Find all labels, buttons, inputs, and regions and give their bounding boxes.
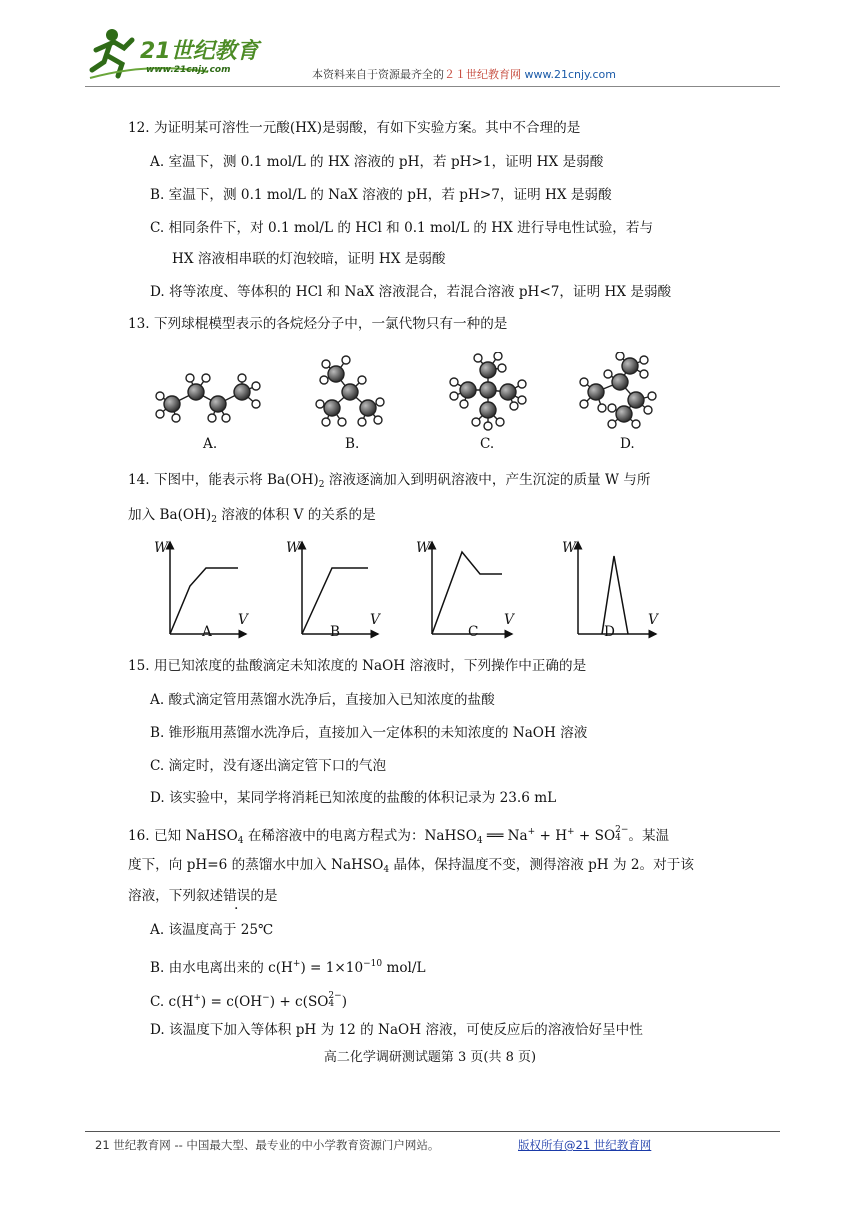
header-divider — [85, 86, 780, 87]
q16-b-a: B. 由水电离出来的 c(H — [150, 960, 293, 976]
q16-option-b — [150, 954, 425, 978]
q14-stem-line2 — [128, 505, 376, 530]
q15-option-c: C. 滴定时，没有逐出滴定管下口的气泡 — [150, 758, 387, 774]
q14-label-b: B — [330, 624, 340, 640]
graph-d — [578, 542, 656, 634]
header-note-prefix: 本资料来自于资源最齐全的 — [312, 68, 444, 81]
q16-option-d: D. 该温度下加入等体积 pH 为 12 的 NaOH 溶液，可使反应后的溶液恰好呈中性 — [150, 1022, 643, 1038]
q16-stem-line3 — [128, 886, 278, 906]
graph-d-axis-x: V — [648, 612, 658, 628]
q14-graph-figures — [150, 538, 670, 648]
q14-stem-1c: 溶液逐滴加入到明矾溶液中，产生沉淀的质量 W 与所 — [324, 472, 651, 488]
q16-b-e: mol/L — [382, 960, 426, 976]
q12-option-a: A. 室温下，测 0.1 mol/L 的 HX 溶液的 pH，若 pH>1，证明 HX 是弱酸 — [150, 154, 604, 170]
q16-s1d: 4 — [476, 836, 483, 846]
q16-option-c — [150, 988, 347, 1012]
q15-option-d: D. 该实验中，某同学将消耗已知浓度的盐酸的体积记录为 23.6 mL — [150, 790, 557, 806]
q16-c-e: ) + c(SO — [269, 994, 329, 1010]
q16-s1j: 2− — [615, 825, 629, 835]
graph-c-axis-y: W — [416, 540, 430, 556]
q14-stem-line1 — [128, 470, 650, 495]
q14-label-c: C — [468, 624, 479, 640]
q16-option-a: A. 该温度高于 25℃ — [150, 922, 274, 938]
header-note-site[interactable]: ２１世纪教育网 — [444, 68, 521, 81]
molecule-d — [580, 352, 656, 428]
q13-molecule-figures — [150, 352, 660, 432]
q15-stem: 15. 用已知浓度的盐酸滴定未知浓度的 NaOH 溶液时，下列操作中正确的是 — [128, 658, 587, 674]
graph-a-axis-x: V — [238, 612, 248, 628]
q14-stem-2a: 加入 Ba(OH) — [128, 507, 212, 523]
footer-copyright-link[interactable]: 版权所有@21 世纪教育网 — [518, 1138, 652, 1152]
molecule-b — [316, 356, 384, 426]
q16-s1h: + — [567, 827, 575, 837]
graph-b-axis-x: V — [370, 612, 380, 628]
q16-stem-line2 — [128, 855, 694, 880]
q14-stem-2b: 2 — [211, 515, 217, 525]
q16-c-f: 2− — [328, 991, 342, 1001]
footer-left-text: 21 世纪教育网 -- 中国最大型、最专业的中小学教育资源门户网站。 — [95, 1138, 440, 1152]
q16-b-b: + — [292, 959, 301, 969]
q16-emphasis-word: 错误 — [223, 888, 251, 904]
q16-b-c: ) = 1×10 — [300, 960, 364, 976]
q13-stem: 13. 下列球棍模型表示的各烷烃分子中，一氯代物只有一种的是 — [128, 316, 508, 332]
q16-s1b: 4 — [237, 836, 244, 846]
graph-a-axis-y: W — [154, 540, 168, 556]
q16-s2c: 晶体，保持温度不变，测得溶液 pH 为 2。对于该 — [389, 857, 694, 873]
q16-s1k: 4 — [615, 833, 621, 843]
page-number-title: 高二化学调研测试题第 3 页(共 8 页) — [323, 1050, 537, 1065]
q15-option-a: A. 酸式滴定管用蒸馏水洗净后，直接加入已知浓度的盐酸 — [150, 692, 495, 708]
q16-b-d: −10 — [363, 959, 383, 969]
q16-s1l: 。某温 — [628, 828, 670, 844]
q13-label-d: D. — [620, 436, 635, 452]
graph-c-axis-x: V — [504, 612, 514, 628]
q13-label-b: B. — [345, 436, 360, 452]
q13-label-c: C. — [480, 436, 495, 452]
q16-c-g: 4 — [328, 999, 335, 1009]
q13-label-a: A. — [203, 436, 218, 452]
logo-title: 21世纪教育 — [140, 39, 259, 64]
q16-c-b: + — [193, 993, 201, 1003]
q16-s1c: 在稀溶液中的电离方程式为：NaHSO — [243, 828, 477, 844]
q16-s1e: ══ Na — [482, 828, 528, 844]
graph-d-axis-y: W — [562, 540, 576, 556]
q12-option-d: D. 将等浓度、等体积的 HCl 和 NaX 溶液混合，若混合溶液 pH<7，证明 HX 是弱酸 — [150, 284, 672, 300]
q12-option-c-cont: HX 溶液相串联的灯泡较暗，证明 HX 是弱酸 — [172, 251, 446, 267]
q16-c-h: ) — [341, 994, 348, 1010]
q12-stem: 12. 为证明某可溶性一元酸(HX)是弱酸，有如下实验方案。其中不合理的是 — [128, 120, 581, 136]
site-logo — [88, 26, 284, 82]
molecule-a — [156, 374, 260, 422]
q16-s3a: 溶液，下列叙述 — [128, 888, 224, 904]
q14-stem-1a: 14. 下图中，能表示将 Ba(OH) — [128, 472, 319, 488]
q12-option-c: C. 相同条件下，对 0.1 mol/L 的 HCl 和 0.1 mol/L 的 HX 进行导电性试验，若与 — [150, 220, 654, 236]
q16-c-c: ) = c(OH — [200, 994, 263, 1010]
q14-label-a: A — [202, 624, 212, 640]
q16-s3c: 的是 — [250, 888, 278, 904]
graph-b — [302, 542, 378, 634]
q16-s2b: 4 — [383, 865, 390, 875]
header-note — [312, 66, 616, 82]
graph-a — [170, 542, 246, 634]
q14-stem-1b: 2 — [318, 480, 325, 490]
q16-s1a: 16. 已知 NaHSO — [128, 828, 238, 844]
q16-s1i: + SO — [574, 828, 616, 844]
header-note-url[interactable]: www.21cnjy.com — [524, 68, 616, 81]
q16-s2a: 度下，向 pH=6 的蒸馏水中加入 NaHSO — [128, 857, 384, 873]
q15-option-b: B. 锥形瓶用蒸馏水洗净后，直接加入一定体积的未知浓度的 NaOH 溶液 — [150, 725, 588, 741]
q16-s1f: + — [527, 827, 536, 837]
graph-c — [432, 542, 512, 634]
q16-stem-line1 — [128, 822, 669, 851]
q16-s1g: + H — [535, 828, 568, 844]
q12-option-b: B. 室温下，测 0.1 mol/L 的 NaX 溶液的 pH，若 pH>7，证明 HX 是弱酸 — [150, 187, 612, 203]
molecule-c — [450, 352, 526, 430]
footer-divider — [85, 1131, 780, 1132]
q16-c-d: − — [262, 993, 270, 1003]
q14-label-d: D — [604, 624, 615, 640]
logo-url: www.21cnjy.com — [146, 65, 231, 75]
q16-c-a: C. c(H — [150, 994, 194, 1010]
graph-b-axis-y: W — [286, 540, 300, 556]
q14-stem-2c: 溶液的体积 V 的关系的是 — [216, 507, 376, 523]
